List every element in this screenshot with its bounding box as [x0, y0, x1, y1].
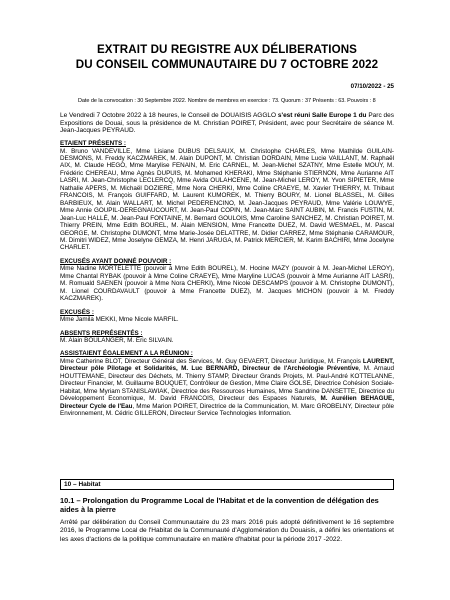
- excuses-list: Mme Jamila MEKKI, Mme Nicole MARFIL.: [60, 316, 179, 324]
- page-title: [60, 43, 394, 72]
- excuses-heading: EXCUSÉS :: [60, 308, 94, 316]
- intro-text-2: Parc des Expositions de Douai, sous la présidence de M. Christian POIRET, Président, avec pour Secrétaire de séance M. Jean-Jacques PEYRAUD.: [60, 112, 394, 135]
- assistaient-bold-1: LAURENT, Directeur pôle Pilotage et Solidarités, M. Luc BERNARD, Directeur de l'Archéologie Préventive: [60, 357, 394, 373]
- intro-paragraph: [60, 112, 394, 135]
- document-body: [60, 112, 394, 418]
- presents-list: M. Bruno VANDEVILLE, Mme Lisiane DUBUS DELSAUX, M. Christophe CHARLES, Mme Mathilde GUILAIN-DESMONS, M. Freddy KACZMAREK, M. Alain DUPONT, M. Christian DORDAIN, Mme Lucie VAILLANT, M. Raphaël AIX, M. Claude HEGO, Mme Marylise FENAIN, M. Eric CARNEL, M. Jean-Michel SZATNY, Mme Estelle MOUY, M. Frédéric CHEREAU, Mme Agnès DUPUIS, M. Mohamed KHERAKI, Mme Stéphanie STIERNON, Mme Aurianne AIT LASRI, M. Jean-Christophe LECLERCQ, Mme Avida OULAHCENE, M. Jean-Michel LEROY, M. Yvon SIPIETER, Mme Nathalie APERS, M. Michaël DOZIERE, Mme Nora CHERKI, Mme Coline CRAEYE, M. Xavier THIERRY, M. Thibaut FRANCOIS, M. François GUIFFARD, M. Laurent KUMOREK, M. Thierry BOURY, M. Lionel BLASSEL, M. Gilles BARBIEUX, M. Alain WALLART, M. Michel PEDERENCINO, M. Jean-Jacques PEYRAUD, Mme Valérie LOUWYE, Mme Annie GOUPIL-DEREGNAUCOURT, M. Jean-Paul COPIN, M. Jean-Marc SAINT AUBIN, M. Francis FUSTIN, M. Jean-Luc HALLÉ, M. Jean-Paul FONTAINE, M. Bernard GOULOIS, Mme Caroline SANCHEZ, M. Christian POIRET, M. Thierry PREIN, Mme Edith BOUREL, M. Alain MENSION, Mme Francette DUEZ, M. David WESMAEL, M. Pascal GEORGE, M. Christophe DUMONT, Mme Marie-Josée DELATTRE, M. Didier CARREZ, Mme Stéphanie CARAMOUR, M. Dimitri WIDEZ, Mme Joselyne GEMZA, M. Henri JARUGA, M. Patrick MERCIER, M. Karim BACHIRI, Mme Jocelyne CHARLET.: [60, 147, 394, 252]
- assistaient-text-1: Mme Catherine BLOT, Directeur Général des Services, M. Guy GEVAERT, Directeur Juridique, M. François: [60, 357, 363, 365]
- intro-text-1: Le Vendredi 7 Octobre 2022 à 18 heures, le Conseil de DOUAISIS AGGLO: [60, 112, 278, 119]
- assistaient-text-2: , M. Arnaud HOUTTEMANE, Directeur des Déchets, M. Thierry STAMP, Directeur Grands Projets, M. Paul-André KOTTELANNE, Directeur Financier, M. Guillaume BOUQUET, Contrôleur de Gestion, Mme Claire GOLSE, Directrice Cohésion Sociale-Habitat, Mme Myriam STANISLAWIAK, Directrice des Ressources Humaines, Mme Sandrine DANSETTE, Directrice du Développement Economique, M. David FRANCOIS, Directeur des Espaces Naturels,: [60, 365, 394, 403]
- intro-bold: s'est réuni Salle Europe 1 du: [277, 112, 367, 119]
- presents-heading: ETAIENT PRÉSENTS :: [60, 140, 127, 148]
- assistaient-bold-2: M. Aurélien BEHAGUE, Directeur Cycle de l'Eau: [60, 395, 394, 410]
- absents-list: M. Alain BOULANGER, M. Eric SILVAIN.: [60, 336, 174, 344]
- assistaient-text-3: , Mme Marion POIRET, Directrice de la Communication, M. Marc GROBELNY, Directeur pôle Environnement, M. Cédric GILLERON, Directeur Service Technologies Information.: [60, 402, 394, 418]
- excuses-pouvoir-list: Mme Nadine MORTELETTE (pouvoir à Mme Edith BOUREL), M. Hocine MAZY (pouvoir à M. Jean-Michel LEROY), Mme Chantal RYBAK (pouvoir à Mme Coline CRAEYE), Mme Maryline LUCAS (pouvoir à Mme Aurianne AIT LASRI), M. Romuald SAENEN (pouvoir à Mme Nora CHERKI), Mme Nicole DESCAMPS (pouvoir à M. Christophe DUMONT), M. Lionel COURDAVAULT (pouvoir à Mme Francette DUEZ), M. Jacques MICHON (pouvoir à M. Freddy KACZMAREK).: [60, 265, 394, 303]
- absents-heading: ABSENTS REPRÉSENTÉS :: [60, 329, 143, 337]
- subsection-title: 10.1 – Prolongation du Programme Local de l'Habitat et de la convention de délégation des aides à la pierre: [60, 496, 379, 515]
- assistaient-list: [60, 358, 394, 418]
- habitat-paragraph: Arrêté par délibération du Conseil Communautaire du 23 mars 2016 puis adopté définitivement le 16 septembre 2016, le Programme Local de l'Habitat de la Communauté d'Agglomération du Douaisis, a défini les orientations et les axes d'actions de la politique communautaire en matière d'habitat pour la période 2017 -2022.: [60, 519, 394, 543]
- deliberation-reference: 07/10/2022 - 25: [350, 83, 394, 90]
- assistaient-heading: ASSISTAIENT ÉGALEMENT A LA RÉUNION :: [60, 350, 193, 358]
- title-line-2: DU CONSEIL COMMUNAUTAIRE DU 7 OCTOBRE 2022: [75, 57, 379, 71]
- title-line-1: EXTRAIT DU REGISTRE AUX DÉLIBERATIONS: [96, 43, 358, 56]
- excuses-pouvoir-heading: EXCUSÉS AYANT DONNÉ POUVOIR :: [60, 257, 172, 265]
- convocation-meta: Date de la convocation : 30 Septembre 2022. Nombre de membres en exercice : 73. Quorum : 37 Présents : 63. Pouvoirs : 8: [78, 98, 376, 104]
- section-heading-band: 10 – Habitat: [60, 479, 394, 490]
